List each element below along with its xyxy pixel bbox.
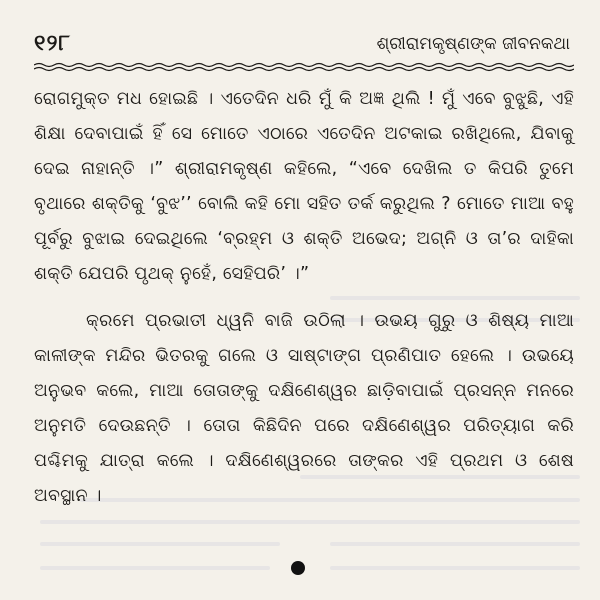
running-title: ଶ୍ରୀରାମକୃଷ୍ଣଙ୍କ ଜୀବନକଥା (376, 34, 570, 54)
paragraph-2: କ୍ରମେ ପ୍ରଭାତୀ ଧ୍ୱନି ବାଜି ଉଠିଲା । ଉଭୟ ଗୁରୁ ଓ ଶିଷ୍ୟ ମାଆ କାଳୀଙ୍କ ମନ୍ଦିର ଭିତରକୁ ଗଲେ ଓ ସାଷ୍ଟାଙ୍ଗ ପ୍ରଣିପାତ ହେଲେ । ଉଭୟେ ଅନୁଭବ କଲେ, ମାଆ ତୋତାଙ୍କୁ ଦକ୍ଷିଣେଶ୍ୱର ଛାଡ଼ିବାପାଇଁ ପ୍ରସନ୍ନ ମନରେ ଅନୁମତି ଦେଉଛନ୍ତି । ତୋତା କିଛିଦିନ ପରେ ଦକ୍ଷିଣେଶ୍ୱର ପରିତ୍ୟାଗ କରି ପଶ୍ଚିମକୁ ଯାତ୍ରା କଲେ । ଦକ୍ଷିଣେଶ୍ୱରରେ ତାଙ୍କର ଏହି ପ୍ରଥମ ଓ ଶେଷ ଅବସ୍ଥାନ । (34, 311, 574, 506)
page-bottom-dot (291, 561, 305, 575)
page-header (34, 30, 570, 58)
page-number: ୧୨୮ (34, 31, 71, 56)
body-text (34, 82, 574, 514)
wavy-header-rule (34, 62, 574, 72)
paragraph-1: ରୋଗମୁକ୍ତ ମଧ ହୋଇଛି । ଏତେଦିନ ଧରି ମୁଁ କି ଅଜ୍ଞ ଥିଲି ! ମୁଁ ଏବେ ବୁଝୁଛି, ଏହି ଶିକ୍ଷା ଦେବାପାଇଁ ହିଁ ସେ ମୋତେ ଏଠାରେ ଏତେଦିନ ଅଟକାଇ ରଖିଥିଲେ, ଯିବାକୁ ଦେଇ ନାହାନ୍ତି ।” ଶ୍ରୀରାମକୃଷ୍ଣ କହିଲେ, “ଏବେ ଦେଖିଲ ତ କିପରି ତୁମେ ବୃଥାରେ ଶକ୍ତିକୁ ‘ବୁଝ’’ ବୋଲି କହି ମୋ ସହିତ ତର୍କ କରୁଥିଲ ? ମୋତେ ମାଆ ବହୁ ପୂର୍ବରୁ ବୁଝାଇ ଦେଇଥିଲେ ‘ବ୍ରହ୍ମ ଓ ଶକ୍ତି ଅଭେଦ; ଅଗ୍ନି ଓ ତା’ର ଦାହିକା ଶକ୍ତି ଯେପରି ପୃଥକ୍ ନୁହେଁ, ସେହିପରି’ ।” (34, 89, 574, 284)
